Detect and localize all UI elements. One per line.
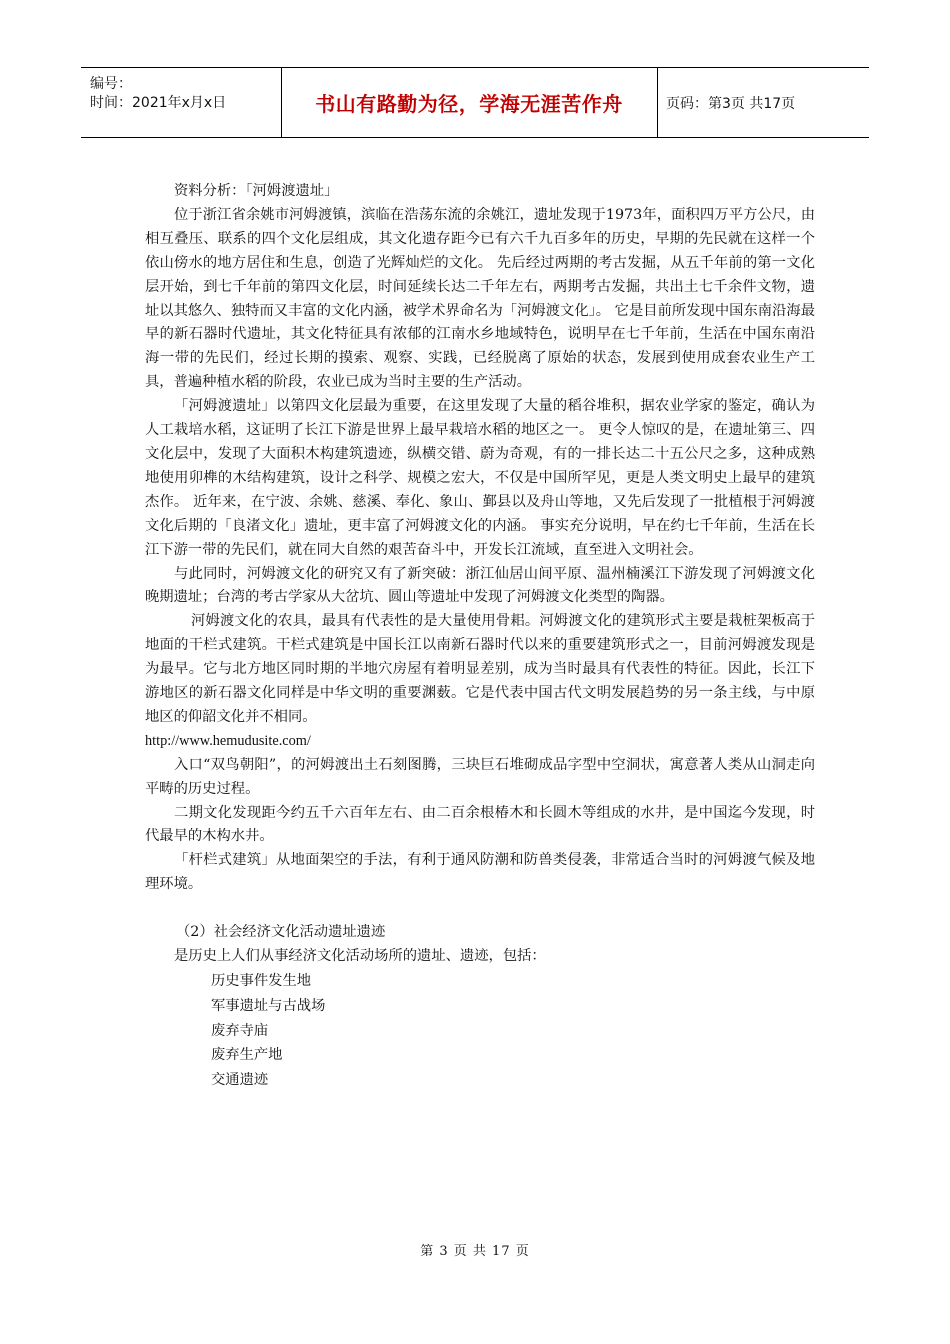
site-type-list <box>145 969 815 1093</box>
section-title: 资料分析：「河姆渡遗址」 <box>174 183 339 199</box>
list-item: 历史事件发生地 <box>211 973 312 989</box>
paragraph: 二期文化发现距今约五千六百年左右、由二百余根椿木和长圆木等组成的水井，是中国迄今发现，时代最早的木构水井。 <box>145 804 815 845</box>
source-url: http://www.hemudusite.com/ <box>145 732 311 749</box>
document-body <box>145 180 815 1093</box>
list-item: 军事遗址与古战场 <box>211 997 326 1014</box>
list-item: 废弃生产地 <box>211 1047 283 1064</box>
paragraph: 河姆渡文化的农具，最具有代表性的是大量使用骨耜。河姆渡文化的建筑形式主要是栽桩架板高于地面的干栏式建筑。干栏式建筑是中国长江以南新石器时代以来的重要建筑形式之一，目前河姆渡发现是为最早。它与北方地区同时期的半地穴房屋有着明显差别，成为当时最具有代表性的特征。因此，长江下游地区的新石器文化同样是中华文明的重要渊薮。它是代表中国古代文明发展趋势的另一条主线，与中原地区的仰韶文化并不相同。 <box>145 613 815 725</box>
header-page-number: 页码：第3页 共17页 <box>666 95 796 112</box>
paragraph: 「河姆渡遗址」以第四文化层最为重要，在这里发现了大量的稻谷堆积，据农业学家的鉴定，确认为人工栽培水稻，这证明了长江下游是世界上最早栽培水稻的地区之一。 更令人惊叹的是，在遗址第三、四文化层中，发现了大面积木构建筑遗迹，纵横交错、蔚为奇观，有的一排长达二十五公尺之多，这种成熟地使用卯榫的木结构建筑，设计之科学、规模之宏大，不仅是中国所罕见，更是人类文明史上最早的建筑杰作。 近年来，在宁波、余姚、慈溪、奉化、象山、鄞县以及舟山等地，又先后发现了一批植根于河姆渡文化后期的「良渚文化」遗址，更丰富了河姆渡文化的内涵。 事实充分说明，早在约七千年前，生活在长江下游一带的先民们，就在同大自然的艰苦奋斗中，开发长江流域，直至进入文明社会。 <box>145 398 815 558</box>
paragraph: 「杆栏式建筑」从地面架空的手法，有利于通风防潮和防兽类侵袭，非常适合当时的河姆渡气候及地理环境。 <box>145 852 815 893</box>
paragraph: 入口“双鸟朝阳”，的河姆渡出土石刻图腾，三块巨石堆砌成品字型中空洞状，寓意著人类从山洞走向平畴的历史过程。 <box>145 756 815 797</box>
header-meta-cell <box>81 68 282 137</box>
paragraph: 位于浙江省余姚市河姆渡镇，滨临在浩荡东流的余姚江，遗址发现于1973年，面积四万平方公尺，由相互叠压、联系的四个文化层组成，其文化遗存距今已有六千九百多年的历史，早期的先民就在这样一个依山傍水的地方居住和生息，创造了光辉灿烂的文化。 先后经过两期的考古发掘，从五千年前的第一文化层开始，到七千年前的第四文化层，时间延续长达二千年左右，两期考古发掘，共出土七千余件文物，遗址以其悠久、独特而又丰富的文化内涵，被学术界命名为「河姆渡文化」。 它是目前所发现中国东南沿海最早的新石器时代遗址，其文化特征具有浓郁的江南水乡地域特色，说明早在七千年前，生活在中国东南沿海一带的先民们，经过长期的摸索、观察、实践，已经脱离了原始的状态，发展到使用成套农业生产工具，普遍种植水稻的阶段，农业已成为当时主要的生产活动。 <box>145 206 815 391</box>
subsection-heading: （2）社会经济文化活动遗址遗迹 <box>176 924 386 941</box>
paragraph: 与此同时，河姆渡文化的研究又有了新突破：浙江仙居山间平原、温州楠溪江下游发现了河姆渡文化晚期遗址；台湾的考古学家从大岔坑、圆山等遗址中发现了河姆渡文化类型的陶器。 <box>145 565 815 606</box>
list-item: 交通遗迹 <box>211 1072 269 1089</box>
page-footer: 第 3 页 共 17 页 <box>420 1244 530 1259</box>
document-code-label: 编号： <box>90 76 132 92</box>
document-date-label: 时间：2021年x月x日 <box>90 95 227 111</box>
header-motto: 书山有路勤为径，学海无涯苦作舟 <box>281 68 658 137</box>
page-header <box>81 67 869 138</box>
spacer <box>145 897 815 921</box>
subsection-lead: 是历史上人们从事经济文化活动场所的遗址、遗迹，包括： <box>174 948 546 965</box>
list-item: 废弃寺庙 <box>211 1022 269 1039</box>
